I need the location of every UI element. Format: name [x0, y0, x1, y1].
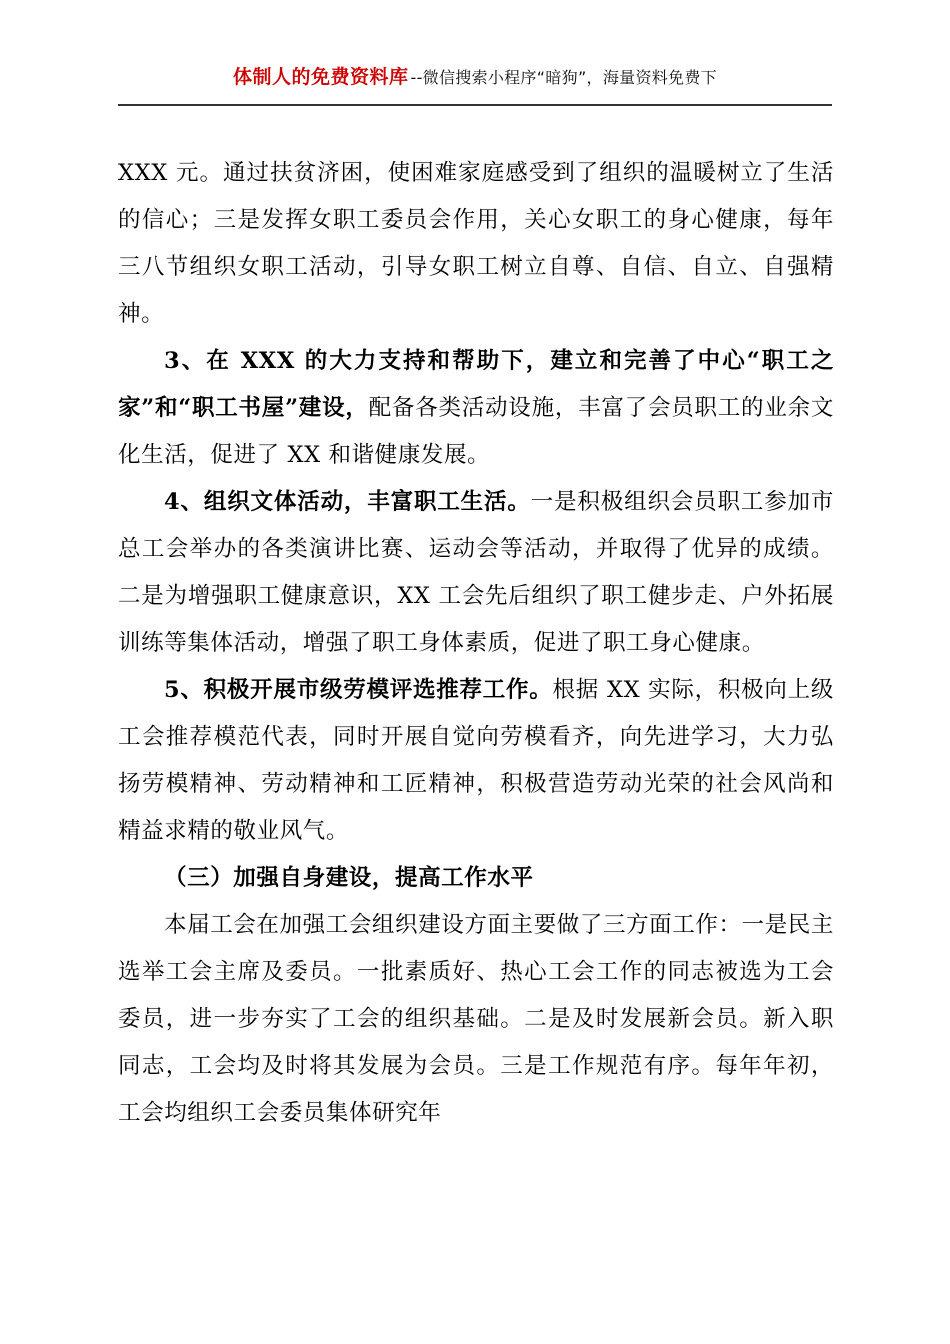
document-paragraph: [118, 855, 834, 902]
document-paragraph: [118, 902, 834, 1137]
paragraph-run-bold: 3、在 XXX 的大力支持和帮助下，建立和完善了中心“职工之家”和“职工书屋”建设，: [118, 348, 834, 421]
paragraph-run: 本届工会在加强工会组织建设方面主要做了三方面工作：一是民主选举工会主席及委员。一批素质好、热心工会工作的同志被选为工会委员，进一步夯实了工会的组织基础。二是及时发展新会员。新入职同志，工会均及时将其发展为会员。三是工作规范有序。每年年初，工会均组织工会委员集体研究年: [118, 912, 834, 1126]
paragraph-run: XXX 元。通过扶贫济困，使困难家庭感受到了组织的温暖树立了生活的信心；三是发挥女职工委员会作用，关心女职工的身心健康，每年三八节组织女职工活动，引导女职工树立自尊、自信、自立、自强精神。: [118, 160, 834, 327]
paragraph-run: 配备各类活动设施，丰富了会员职工的业余文化生活，促进了 XX 和谐健康发展。: [118, 395, 834, 468]
paragraph-run-bold: 4、组织文体活动，丰富职工生活。: [164, 489, 531, 515]
page-header: [0, 62, 950, 108]
paragraph-run-bold: 5、积极开展市级劳模评选推荐工作。: [164, 677, 553, 703]
paragraph-run: 根据 XX 实际，积极向上级工会推荐模范代表，同时开展自觉向劳模看齐，向先进学习，大力弘扬劳模精神、劳动精神和工匠精神，积极营造劳动光荣的社会风尚和精益求精的敬业风气。: [118, 677, 834, 844]
header-promo-label: --微信搜索小程序“暗狗”，海量资料免费下: [410, 68, 717, 87]
document-paragraph: [118, 667, 834, 855]
paragraph-run: 一是积极组织会员职工参加市总工会举办的各类演讲比赛、运动会等活动，并取得了优异的成绩。二是为增强职工健康意识，XX 工会先后组织了职工健步走、户外拓展训练等集体活动，增强了职工身体素质，促进了职工身心健康。: [118, 489, 834, 656]
header-brand-label: 体制人的免费资料库: [233, 66, 409, 88]
document-paragraph: [118, 479, 834, 667]
header-divider: [118, 104, 832, 106]
paragraph-run-bold: （三）加强自身建设，提高工作水平: [164, 865, 534, 891]
page-header-text: [80, 62, 870, 89]
document-body: [118, 150, 834, 1137]
document-paragraph: [118, 150, 834, 338]
document-paragraph: [118, 338, 834, 479]
